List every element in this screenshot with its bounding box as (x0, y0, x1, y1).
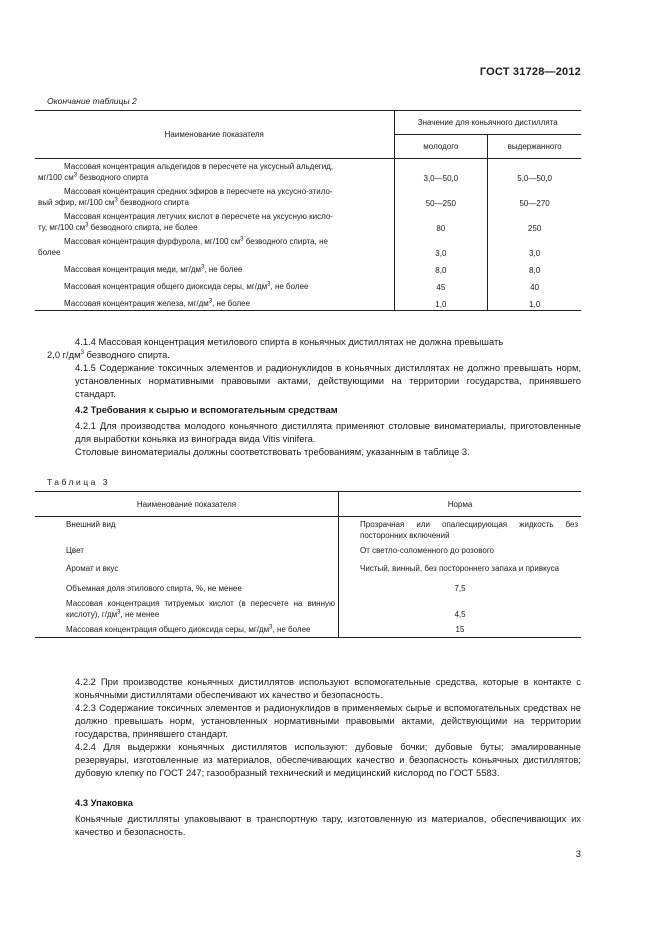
standard-code: ГОСТ 31728—2012 (479, 66, 581, 78)
table-row (35, 259, 581, 276)
table-row (35, 184, 581, 209)
table3-row-norm: 7,5 (454, 584, 466, 593)
table2-row-name: Массовая концентрация средних эфиров в пересчете на уксусно-этило- вый эфир, мг/100 $см^3$ безводного спирта (35, 184, 394, 209)
table-row (35, 234, 581, 259)
table3-row-norm: 4,5 (454, 610, 466, 619)
table3-row-name: Цвет (35, 543, 339, 561)
table3-row-norm: От светло-соломенного до розового (360, 546, 495, 555)
table-row (35, 209, 581, 234)
table3-row-name: Внешний вид (35, 517, 339, 544)
table3-row-name: Аромат и вкус (35, 561, 339, 576)
table-2 (35, 110, 581, 311)
table3-caption: Таблица 3 (47, 477, 110, 487)
table2-value-aged: 250 (527, 224, 542, 233)
table2-value-young: 1,0 (394, 293, 488, 311)
table2-header-value: Значение для коньячного дистиллята (394, 111, 581, 135)
paragraph-4-2-1: 4.2.1 Для производства молодого коньячного дистиллята применяют столовые виноматериалы, приготовленные для выработки коньяка из винограда вида Vitis vinifera. (75, 420, 581, 444)
paragraph-4-1-4: 4.1.4 Массовая концентрация метилового спирта в коньячных дистиллятах не должна превышать 2,0 $г/дм^3$ безводного спирта. (47, 336, 504, 360)
table2-value-young: 45 (394, 276, 488, 293)
table3-row-norm: Прозрачная или опалесцирующая жидкость без посторонних включений (360, 520, 578, 540)
table2-row-name: Массовая концентрация альдегидов в пересчете на уксусный альдегид, мг/100 $см^3$ безводного спирта (35, 159, 394, 185)
table2-value-aged: 50—270 (519, 199, 550, 208)
table-row (35, 159, 581, 185)
table2-value-young: 3,0—50,0 (394, 159, 488, 185)
table2-value-aged: 8,0 (529, 266, 541, 275)
table3-row-norm: 15 (455, 625, 465, 634)
table-row (35, 622, 581, 638)
section-heading-4-3: 4.3 Упаковка (75, 797, 133, 808)
table2-value-aged: 5,0—50,0 (517, 174, 552, 183)
table-row (35, 543, 581, 561)
table2-header-young: молодого (394, 135, 488, 159)
paragraph-4-1-5: 4.1.5 Содержание токсичных элементов и радионуклидов в коньячных дистиллятах не должно превышать норм, установленных нормативными правовыми актами, действующими на территории государства, принявшего стандарт. (75, 362, 581, 399)
page-number: 3 (575, 848, 581, 859)
table2-row-name: Массовая концентрация летучих кислот в пересчете на уксусную кисло- ту, мг/100 $см^3$ безводного спирта, не более (35, 209, 394, 234)
table2-row-name: Массовая концентрация меди, $мг/дм^3$, не более (35, 259, 394, 276)
table-3 (35, 491, 581, 638)
table-row (35, 576, 581, 596)
paragraph-4-2-4: 4.2.4 Для выдержки коньячных дистиллятов используют: дубовые бочки; дубовые буты; эмалированные резервуары, изготовленные из материалов, обеспечивающих качество и безопасность коньячных дистиллятов; дубовую клепку по ГОСТ 247; газообразный технический и медицинский кислород по ГОСТ 5583. (75, 741, 581, 778)
paragraph-4-2-1-b: Столовые виноматериалы должны соответствовать требованиям, указанным в таблице 3. (75, 446, 470, 457)
table3-row-norm: Чистый, винный, без постороннего запаха и привкуса (360, 564, 560, 573)
table2-caption: Окончание таблицы 2 (47, 96, 137, 106)
table-row (35, 596, 581, 622)
paragraph-4-2-2: 4.2.2 При производстве коньячных дистиллятов используют вспомогательные средства, которые в контакте с коньячными дистиллятами обеспечивают их качество и безопасность. (75, 676, 581, 700)
table3-row-name: Объемная доля этилового спирта, %, не менее (35, 576, 339, 596)
table-row (35, 276, 581, 293)
table2-value-young: 80 (394, 209, 488, 234)
table3-row-name: Массовая концентрация титруемых кислот (в пересчете на винную кислоту), $г/дм^3$, не менее (35, 596, 339, 622)
table-row (35, 561, 581, 576)
table2-value-young: 8,0 (394, 259, 488, 276)
table2-value-aged: 1,0 (529, 300, 541, 309)
table2-header-aged: выдержанного (488, 135, 581, 159)
table3-header-name: Наименование показателя (35, 492, 339, 517)
section-heading-4-2: 4.2 Требования к сырью и вспомогательным средствам (75, 404, 338, 415)
table2-row-name: Массовая концентрация железа, $мг/дм^3$, не более (35, 293, 394, 311)
paragraph-4-3: Коньячные дистилляты упаковывают в транспортную тару, изготовленную из материалов, обеспечивающих их качество и безопасность. (75, 813, 581, 837)
table2-row-name: Массовая концентрация фурфурола, мг/100 $см^3$ безводного спирта, не более (35, 234, 394, 259)
table-row (35, 517, 581, 544)
paragraph-4-2-3: 4.2.3 Содержание токсичных элементов и радионуклидов в применяемых сырье и вспомогательных средствах не должно превышать норм, установленных нормативными правовыми актами, действующими на территории государства, принявшего стандарт. (75, 702, 581, 739)
table2-row-name: Массовая концентрация общего диоксида серы, $мг/дм^3$, не более (35, 276, 394, 293)
table2-value-aged: 40 (530, 283, 540, 292)
table2-header-name: Наименование показателя (35, 111, 394, 159)
table2-value-aged: 3,0 (529, 249, 541, 258)
table3-row-name: Массовая концентрация общего диоксида серы, $мг/дм^3$, не более (35, 622, 339, 638)
table-row (35, 293, 581, 311)
table3-header-norm: Норма (339, 492, 582, 517)
table2-value-young: 3,0 (394, 234, 488, 259)
table2-value-young: 50—250 (394, 184, 488, 209)
